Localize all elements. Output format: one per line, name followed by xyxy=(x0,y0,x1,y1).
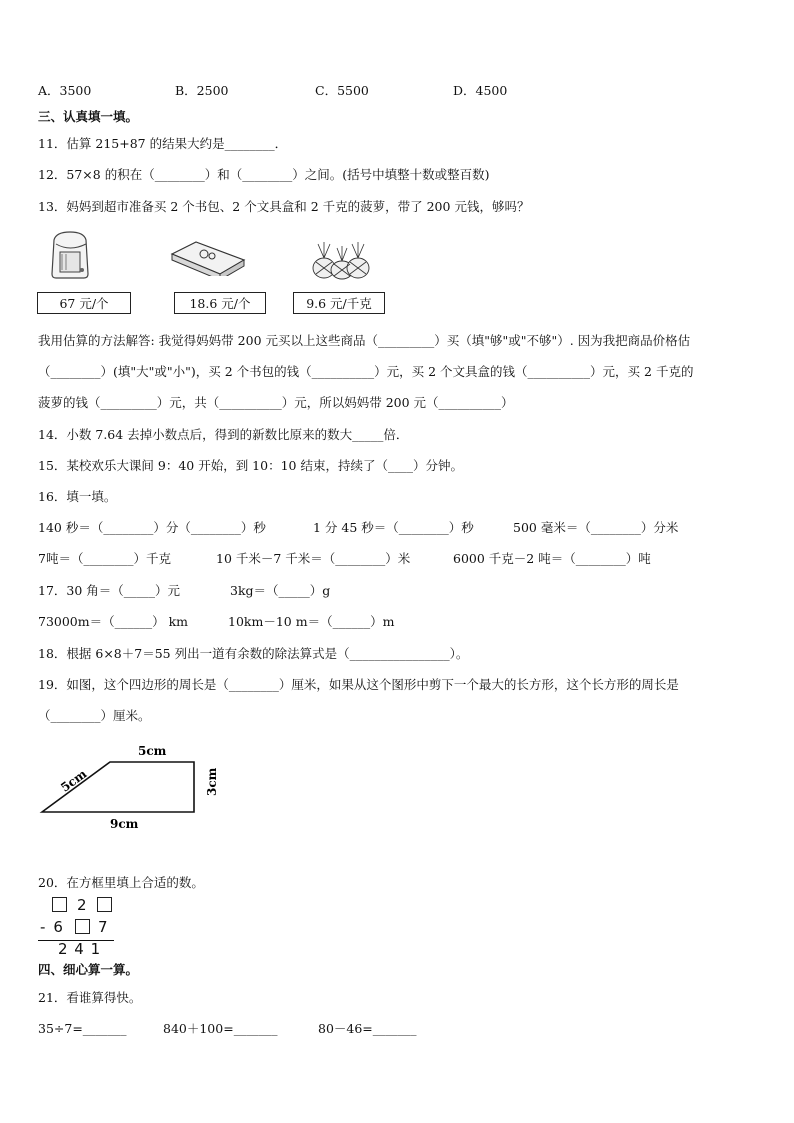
q13-answer-line-1: 我用估算的方法解答: 我觉得妈妈带 200 元买以上这些商品（_________）买（填"够"或"不够"）. 因为我把商品价格估 xyxy=(38,333,691,348)
top-side-label: 5cm xyxy=(138,744,167,758)
digit: 6 xyxy=(53,918,63,936)
q16-item-4: 7吨＝（________）千克 xyxy=(38,551,171,566)
q17-item-1: 17．30 角＝（_____）元 xyxy=(38,583,181,598)
question-14: 14．小数 7.64 去掉小数点后，得到的新数比原来的数大_____倍． xyxy=(38,427,409,442)
q16-item-1: 140 秒＝（________）分（________）秒 xyxy=(38,520,266,535)
q17-item-3: 73000m＝（______） km xyxy=(38,614,189,629)
q21-item-2: 840＋100=_______ xyxy=(163,1021,278,1036)
q17-item-2: 3kg＝（_____）g xyxy=(230,583,331,598)
q17-item-4: 10km－10 m＝（______）m xyxy=(228,614,395,629)
digit: 7 xyxy=(97,918,108,936)
section-title-fill: 三、认真填一填。 xyxy=(38,109,139,124)
question-20: 20．在方框里填上合适的数。 xyxy=(38,875,204,890)
vertical-result: 2 4 1 xyxy=(58,940,102,958)
vertical-row-1 xyxy=(52,896,112,914)
question-18: 18．根据 6×8＋7＝55 列出一道有余数的除法算式是（________________）。 xyxy=(38,646,469,661)
blank-box[interactable] xyxy=(75,919,90,934)
pencil-box-icon xyxy=(168,240,248,276)
q21-item-1: 35÷7=_______ xyxy=(38,1021,127,1036)
q13-answer-line-2: （________）(填"大"或"小")，买 2 个书包的钱（__________）元，买 2 个文具盒的钱（__________）元，买 2 千克的 xyxy=(38,364,694,379)
bottom-side-label: 9cm xyxy=(110,817,139,831)
pineapple-icon xyxy=(306,240,376,280)
q16-item-2: 1 分 45 秒＝（________）秒 xyxy=(313,520,474,535)
section-title-calc: 四、细心算一算。 xyxy=(38,962,139,977)
option-c: C．5500 xyxy=(315,83,369,98)
q16-item-5: 10 千米－7 千米＝（________）米 xyxy=(216,551,411,566)
question-11: 11．估算 215+87 的结果大约是________． xyxy=(38,136,288,151)
q13-answer-line-3: 菠萝的钱（_________）元，共（__________）元，所以妈妈带 200 元（__________） xyxy=(38,395,514,410)
backpack-icon xyxy=(46,230,94,280)
vertical-row-2 xyxy=(40,918,111,936)
price-pineapple: 9.6 元/千克 xyxy=(293,292,385,314)
trapezoid-figure xyxy=(30,740,230,835)
q16-item-6: 6000 千克－2 吨＝（________）吨 xyxy=(453,551,651,566)
right-side-label: 3cm xyxy=(205,767,219,796)
price-backpack: 67 元/个 xyxy=(37,292,131,314)
question-19-line-2: （________）厘米。 xyxy=(38,708,151,723)
question-19-line-1: 19．如图，这个四边形的周长是（________）厘米，如果从这个图形中剪下一个最大的长方形，这个长方形的周长是 xyxy=(38,677,679,692)
question-21: 21．看谁算得快。 xyxy=(38,990,142,1005)
digit: 2 xyxy=(77,896,87,914)
option-a: A．3500 xyxy=(38,83,92,98)
q16-item-3: 500 毫米＝（________）分米 xyxy=(513,520,679,535)
question-16: 16．填一填。 xyxy=(38,489,117,504)
blank-box[interactable] xyxy=(97,897,112,912)
blank-box[interactable] xyxy=(52,897,67,912)
q21-item-3: 80－46=_______ xyxy=(318,1021,417,1036)
option-b: B．2500 xyxy=(175,83,229,98)
question-13: 13．妈妈到超市准备买 2 个书包、2 个文具盒和 2 千克的菠萝，带了 200 元钱，够吗？ xyxy=(38,199,530,214)
question-15: 15．某校欢乐大课间 9：40 开始，到 10：10 结束，持续了（____）分钟。 xyxy=(38,458,463,473)
option-d: D．4500 xyxy=(453,83,508,98)
left-side-label: 5cm xyxy=(58,766,90,795)
minus-sign: - xyxy=(40,918,46,936)
question-12: 12．57×8 的积在（________）和（________）之间。(括号中填整十数或整百数) xyxy=(38,167,490,182)
price-pencil-box: 18.6 元/个 xyxy=(174,292,266,314)
